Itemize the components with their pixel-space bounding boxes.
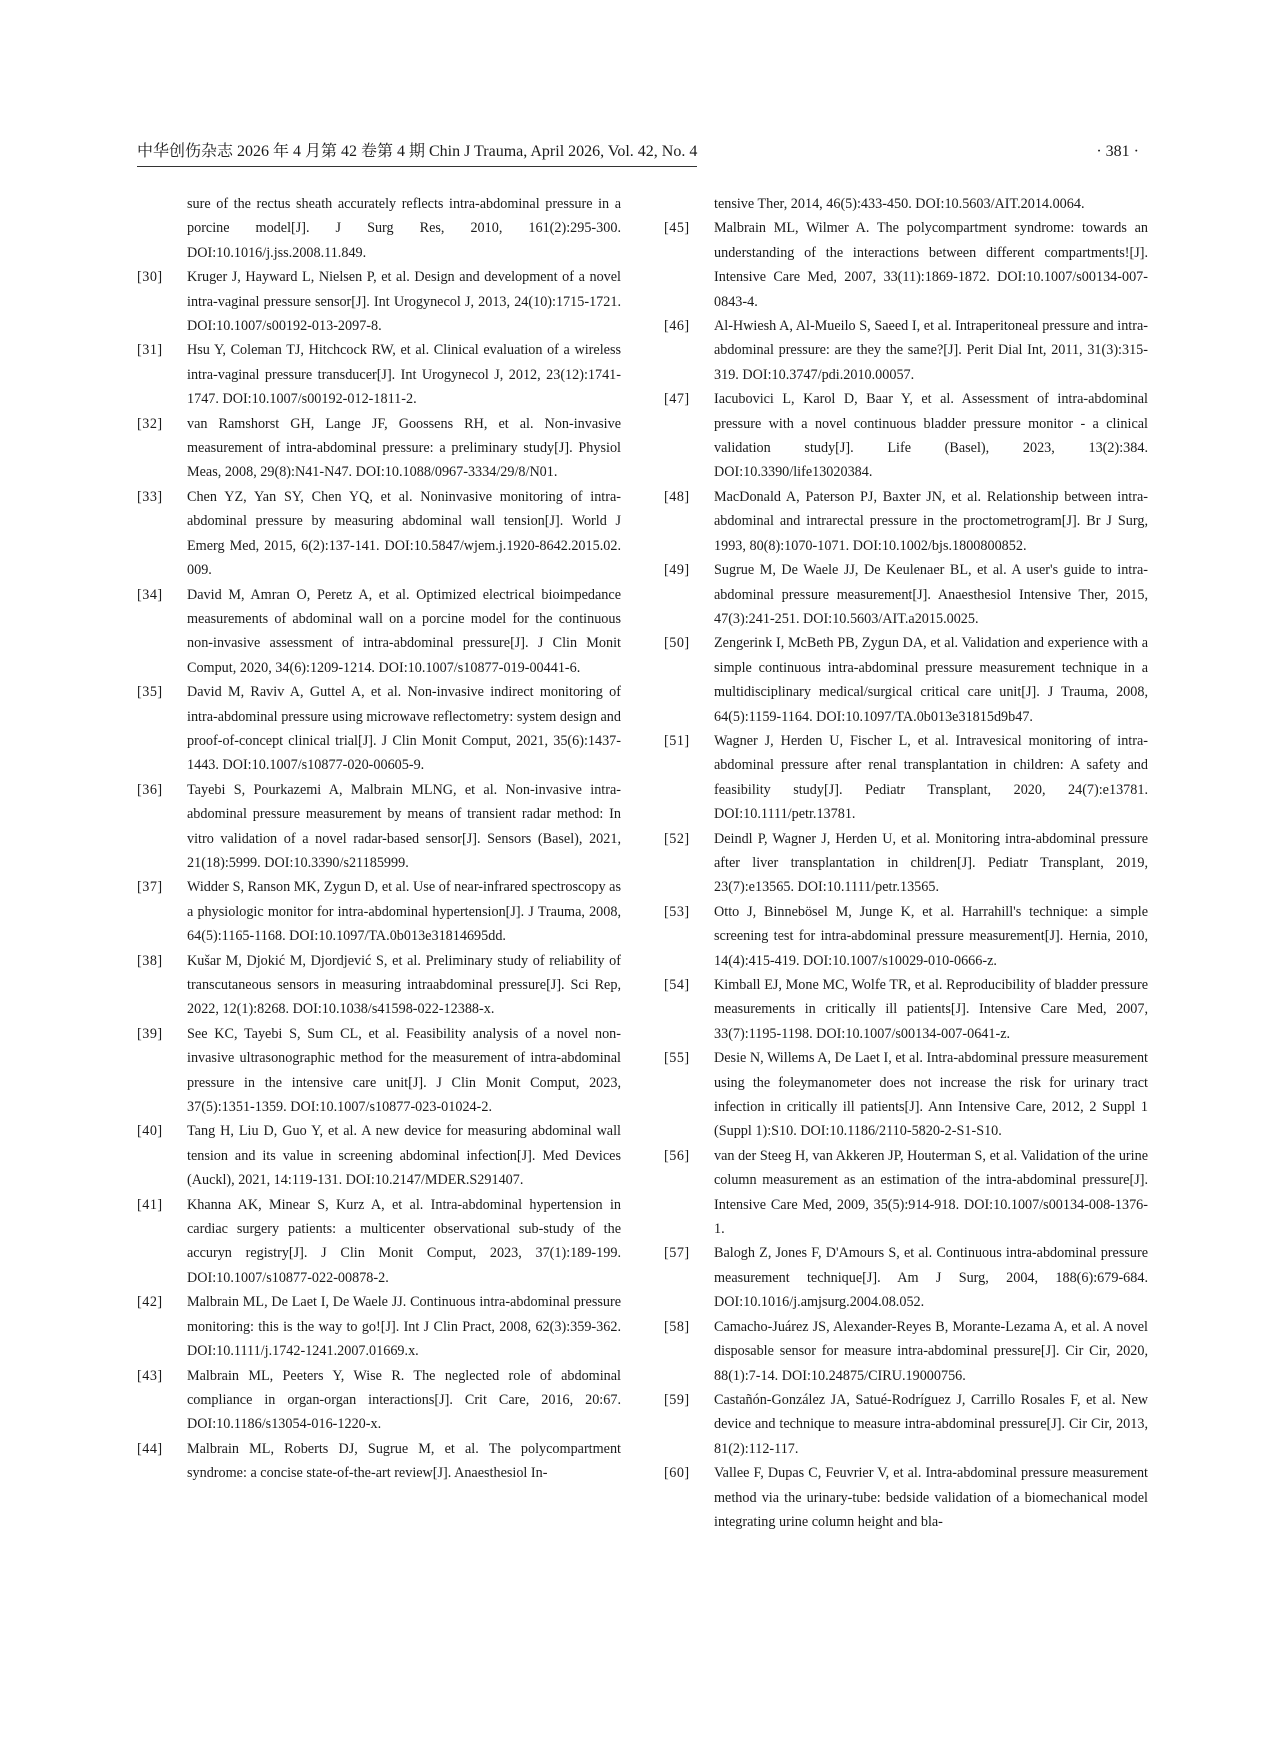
reference-entry (137, 949, 621, 1022)
reference-entry (137, 412, 621, 485)
page-number: · 381 · (1096, 143, 1139, 160)
reference-entry (137, 1437, 621, 1486)
reference-entry (664, 216, 1148, 314)
reference-text: Castañón-González JA, Satué-Rodríguez J, Carrillo Rosales F, et al. New device and technique to measure intra-abdominal pressure[J]. Cir Cir, 2013, 81(2):112-117. (714, 1391, 1148, 1457)
reference-text: Kruger J, Hayward L, Nielsen P, et al. Design and development of a novel intra-vaginal pressure sensor[J]. Int Urogynecol J, 2013, 24(10):1715-1721. DOI:10.1007/s00192-013-2097-8. (187, 269, 621, 335)
reference-entry (664, 631, 1148, 729)
reference-number: [52] (664, 830, 690, 847)
reference-text: Otto J, Binnebösel M, Junge K, et al. Harrahill's technique: a simple screening test for intra-abdominal pressure measurement[J]. Hernia, 2010, 14(4):415-419. DOI:10.1007/s10029-010-0666-z. (714, 903, 1148, 969)
reference-number: [34] (137, 586, 163, 603)
reference-column-left (137, 192, 621, 1486)
reference-number: [47] (664, 391, 690, 408)
reference-text: David M, Amran O, Peretz A, et al. Optimized electrical bioimpedance measurements of abdominal wall on a porcine model for the continuous non-invasive assessment of intra-abdominal pressure[J]. J Clin Monit Comput, 2020, 34(6):1209-1214. DOI:10.1007/s10877-019-00441-6. (187, 586, 621, 676)
reference-number: [45] (664, 220, 690, 237)
reference-text: Al-Hwiesh A, Al-Mueilo S, Saeed I, et al. Intraperitoneal pressure and intra-abdominal pressure: are they the same?[J]. Perit Dial Int, 2011, 31(3):315-319. DOI:10.3747/pdi.2010.00057. (714, 318, 1148, 383)
reference-number: [51] (664, 732, 690, 749)
reference-text: Kušar M, Djokić M, Djordjević S, et al. Preliminary study of reliability of transcutaneous sensors in measuring intraabdominal pressure[J]. Sci Rep, 2022, 12(1):8268. DOI:10.1038/s41598-022-12388-x. (187, 952, 621, 1018)
reference-number: [56] (664, 1147, 690, 1164)
reference-entry (137, 1119, 621, 1192)
reference-entry (664, 1315, 1148, 1388)
reference-number: [60] (664, 1465, 690, 1482)
reference-number: [58] (664, 1318, 690, 1335)
reference-entry (664, 1144, 1148, 1242)
reference-number: [36] (137, 781, 163, 798)
reference-number: [40] (137, 1123, 163, 1140)
reference-text: Malbrain ML, De Laet I, De Waele JJ. Continuous intra-abdominal pressure monitoring: this is the way to go![J]. Int J Clin Pract, 2008, 62(3):359-362. DOI:10.1111/j.1742-1241.2007.01669.x. (187, 1294, 621, 1360)
running-header (137, 140, 1139, 166)
reference-entry (137, 1364, 621, 1437)
reference-number: [41] (137, 1196, 163, 1213)
journal-citation: 中华创伤杂志 2026 年 4 月第 42 卷第 4 期 Chin J Trauma, April 2026, Vol. 42, No. 4 (137, 140, 697, 167)
reference-text: Widder S, Ranson MK, Zygun D, et al. Use of near-infrared spectroscopy as a physiologic monitor for intra-abdominal hypertension[J]. J Trauma, 2008, 64(5):1165-1168. DOI:10.1097/TA.0b013e31814695dd. (187, 879, 621, 945)
reference-text: Deindl P, Wagner J, Herden U, et al. Monitoring intra-abdominal pressure after liver transplantation in children[J]. Pediatr Transplant, 2019, 23(7):e13565. DOI:10.1111/petr.13565. (714, 830, 1148, 896)
reference-text: van der Steeg H, van Akkeren JP, Houterman S, et al. Validation of the urine column measurement as an estimation of the intra-abdominal pressure[J]. Intensive Care Med, 2009, 35(5):914-918. DOI:10.1007/s00134-008-1376-1. (714, 1147, 1148, 1238)
reference-text: van Ramshorst GH, Lange JF, Goossens RH, et al. Non-invasive measurement of intra-abdominal pressure: a preliminary study[J]. Physiol Meas, 2008, 29(8):N41-N47. DOI:10.1088/0967-3334/29/8/N01. (187, 415, 621, 481)
reference-number: [44] (137, 1440, 163, 1457)
reference-text: MacDonald A, Paterson PJ, Baxter JN, et al. Relationship between intra-abdominal and intrarectal pressure in the proctometrogram[J]. Br J Surg, 1993, 80(8):1070-1071. DOI:10.1002/bjs.1800800852. (714, 488, 1148, 554)
reference-entry (137, 875, 621, 948)
reference-text: Khanna AK, Minear S, Kurz A, et al. Intra-abdominal hypertension in cardiac surgery patients: a multicenter observational sub-study of the accuryn registry[J]. J Clin Monit Comput, 2023, 37(1):189-199. DOI:10.1007/s10877-022-00878-2. (187, 1196, 621, 1286)
reference-entry (137, 1193, 621, 1291)
reference-entry (664, 973, 1148, 1046)
reference-text: Malbrain ML, Peeters Y, Wise R. The neglected role of abdominal compliance in organ-organ interactions[J]. Crit Care, 2016, 20:67. DOI:10.1186/s13054-016-1220-x. (187, 1367, 621, 1433)
reference-text: Desie N, Willems A, De Laet I, et al. Intra-abdominal pressure measurement using the foleymanometer does not increase the risk for urinary tract infection in critically ill patients[J]. Ann Intensive Care, 2012, 2 Suppl 1 (Suppl 1):S10. DOI:10.1186/2110-5820-2-S1-S10. (714, 1050, 1148, 1140)
reference-text: Vallee F, Dupas C, Feuvrier V, et al. Intra-abdominal pressure measurement method via the urinary-tube: bedside validation of a biomechanical model integrating urine column height and bla- (714, 1465, 1148, 1530)
reference-entry (664, 1388, 1148, 1461)
reference-text: Chen YZ, Yan SY, Chen YQ, et al. Noninvasive monitoring of intra-abdominal pressure by measuring abdominal wall tension[J]. World J Emerg Med, 2015, 6(2):137-141. DOI:10.5847/wjem.j.1920-8642.2015.02. 009. (187, 488, 621, 579)
reference-number: [32] (137, 415, 163, 432)
reference-text: David M, Raviv A, Guttel A, et al. Non-invasive indirect monitoring of intra-abdominal pressure using microwave reflectometry: system design and proof-of-concept clinical trial[J]. J Clin Monit Comput, 2021, 35(6):1437-1443. DOI:10.1007/s10877-020-00605-9. (187, 684, 621, 774)
reference-entry (137, 265, 621, 338)
reference-number: [42] (137, 1294, 163, 1311)
reference-number: [43] (137, 1367, 163, 1384)
reference-entry (664, 485, 1148, 558)
reference-text: Iacubovici L, Karol D, Baar Y, et al. Assessment of intra-abdominal pressure with a novel continuous bladder pressure monitor - a clinical validation study[J]. Life (Basel), 2023, 13(2):384. DOI:10.3390/life13020384. (714, 391, 1148, 481)
reference-entry (137, 338, 621, 411)
reference-entry (664, 827, 1148, 900)
reference-entry (137, 680, 621, 778)
reference-number: [48] (664, 488, 690, 505)
reference-entry (664, 1241, 1148, 1314)
reference-text: Wagner J, Herden U, Fischer L, et al. Intravesical monitoring of intra-abdominal pressure after renal transplantation in children: A safety and feasibility study[J]. Pediatr Transplant, 2020, 24(7):e13781. DOI:10.1111/petr.13781. (714, 732, 1148, 823)
reference-entry (137, 1022, 621, 1120)
reference-text: Sugrue M, De Waele JJ, De Keulenaer BL, et al. A user's guide to intra-abdominal pressure measurement[J]. Anaesthesiol Intensive Ther, 2015, 47(3):241-251. DOI:10.5603/AIT.a2015.0025. (714, 562, 1148, 627)
reference-entry (137, 1290, 621, 1363)
reference-number: [54] (664, 977, 690, 993)
reference-number: [59] (664, 1391, 690, 1408)
reference-number: [37] (137, 879, 163, 896)
reference-entry (137, 485, 621, 583)
reference-number: [39] (137, 1025, 163, 1042)
reference-text: Malbrain ML, Wilmer A. The polycompartment syndrome: towards an understanding of the interactions between different compartments![J]. Intensive Care Med, 2007, 33(11):1869-1872. DOI:10.1007/s00134-007-0843-4. (714, 220, 1148, 310)
reference-entry (137, 192, 621, 265)
reference-number: [53] (664, 903, 690, 920)
reference-text: Balogh Z, Jones F, D'Amours S, et al. Continuous intra-abdominal pressure measurement technique[J]. Am J Surg, 2004, 188(6):679-684. DOI:10.1016/j.amjsurg.2004.08.052. (714, 1245, 1148, 1311)
reference-entry (664, 1046, 1148, 1144)
reference-number: [49] (664, 562, 690, 579)
reference-column-right (664, 192, 1148, 1534)
reference-text: Zengerink I, McBeth PB, Zygun DA, et al. Validation and experience with a simple continuous intra-abdominal pressure measurement technique in a multidisciplinary medical/surgical critical care unit[J]. J Trauma, 2008, 64(5):1159-1164. DOI:10.1097/TA.0b013e31815d9b47. (714, 635, 1148, 725)
reference-number: [38] (137, 952, 163, 969)
reference-text: See KC, Tayebi S, Sum CL, et al. Feasibility analysis of a novel non-invasive ultrasonographic method for the measurement of intra-abdominal pressure in the intensive care unit[J]. J Clin Monit Comput, 2023, 37(5):1351-1359. DOI:10.1007/s10877-023-01024-2. (187, 1025, 621, 1116)
reference-number: [30] (137, 269, 163, 286)
reference-text: Kimball EJ, Mone MC, Wolfe TR, et al. Reproducibility of bladder pressure measurements in critically ill patients[J]. Intensive Care Med, 2007, 33(7):1195-1198. DOI:10.1007/s00134-007-0641-z. (714, 977, 1148, 1042)
reference-number: [33] (137, 488, 163, 505)
reference-text: Malbrain ML, Roberts DJ, Sugrue M, et al. The polycompartment syndrome: a concise state-of-the-art review[J]. Anaesthesiol In- (187, 1440, 621, 1482)
reference-entry (664, 1461, 1148, 1534)
reference-text: Tang H, Liu D, Guo Y, et al. A new device for measuring abdominal wall tension and its value in screening abdominal infection[J]. Med Devices (Auckl), 2021, 14:119-131. DOI:10.2147/MDER.S291407. (187, 1123, 621, 1189)
reference-entry (664, 387, 1148, 485)
reference-text: Hsu Y, Coleman TJ, Hitchcock RW, et al. Clinical evaluation of a wireless intra-vaginal pressure transducer[J]. Int Urogynecol J, 2012, 23(12):1741-1747. DOI:10.1007/s00192-012-1811-2. (187, 342, 621, 408)
reference-text: sure of the rectus sheath accurately reflects intra-abdominal pressure in a porcine model[J]. J Surg Res, 2010, 161(2):295-300. DOI:10.1016/j.jss.2008.11.849. (187, 196, 621, 261)
reference-number: [50] (664, 635, 690, 652)
reference-entry (137, 778, 621, 876)
reference-entry (664, 192, 1148, 216)
reference-entry (664, 314, 1148, 387)
reference-entry (664, 900, 1148, 973)
reference-text: Tayebi S, Pourkazemi A, Malbrain MLNG, et al. Non-invasive intra-abdominal pressure measurement by means of transient radar method: In vitro validation of a novel radar-based sensor[J]. Sensors (Basel), 2021, 21(18):5999. DOI:10.3390/s21185999. (187, 781, 621, 871)
reference-number: [55] (664, 1050, 690, 1067)
reference-number: [46] (664, 318, 690, 335)
reference-number: [31] (137, 342, 163, 359)
reference-text: tensive Ther, 2014, 46(5):433-450. DOI:10.5603/AIT.2014.0064. (714, 196, 1085, 212)
reference-entry (664, 729, 1148, 827)
reference-number: [57] (664, 1245, 690, 1262)
reference-entry (137, 583, 621, 681)
reference-entry (664, 558, 1148, 631)
reference-text: Camacho-Juárez JS, Alexander-Reyes B, Morante-Lezama A, et al. A novel disposable sensor for measure intra-abdominal pressure[J]. Cir Cir, 2020, 88(1):7-14. DOI:10.24875/CIRU.19000756. (714, 1318, 1148, 1384)
reference-number: [35] (137, 684, 163, 701)
